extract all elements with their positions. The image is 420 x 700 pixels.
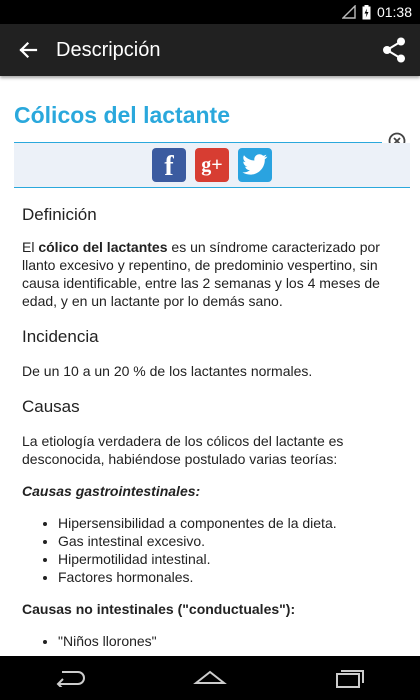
nav-recents-icon xyxy=(334,667,366,689)
section-heading-incidencia: Incidencia xyxy=(22,327,99,346)
list-item: • Hipermotilidad intestinal. xyxy=(58,550,398,568)
google-plus-share-button[interactable] xyxy=(195,148,229,182)
article-body xyxy=(22,204,398,650)
google-plus-icon: g+ xyxy=(201,153,223,176)
back-button[interactable] xyxy=(0,24,56,76)
definicion-paragraph xyxy=(22,238,398,310)
definicion-prefix: El xyxy=(22,239,39,255)
list-item: • "Niños llorones" xyxy=(58,632,398,650)
section-heading-definicion: Definición xyxy=(22,205,97,224)
definicion-text: es un síndrome caracterizado por llanto excesivo y repentino, de predominio vespertino, sin causa identificable, entre las 2 semanas y los 4 meses de edad, y en un lactante por lo demás sano. xyxy=(22,239,380,309)
causas-paragraph: La etiología verdadera de los cólicos del lactante es desconocida, habiéndose postulado varias teorías: xyxy=(22,433,344,467)
status-icons xyxy=(342,4,412,20)
list-item: • Gas intestinal excesivo. xyxy=(58,532,398,550)
list-item: • Factores hormonales. xyxy=(58,568,398,586)
share-icon xyxy=(382,37,406,63)
battery-charging-icon xyxy=(362,5,371,20)
facebook-icon: f xyxy=(164,151,174,182)
twitter-bird-icon xyxy=(242,154,268,176)
no-intestinal-list xyxy=(22,632,398,650)
page-title: Cólicos del lactante xyxy=(14,102,231,128)
content-area[interactable] xyxy=(0,76,420,656)
share-button[interactable] xyxy=(368,24,420,76)
list-item: • Hipersensibilidad a componentes de la dieta. xyxy=(58,514,398,532)
no-intestinal-subheading: Causas no intestinales ("conductuales"): xyxy=(22,601,296,617)
signal-icon xyxy=(342,5,356,19)
section-heading-causas: Causas xyxy=(22,397,80,416)
social-share-bar xyxy=(14,143,410,188)
incidencia-paragraph: De un 10 a un 20 % de los lactantes normales. xyxy=(22,363,313,379)
navigation-bar xyxy=(0,656,420,700)
nav-back-icon xyxy=(54,669,86,687)
nav-back-button[interactable] xyxy=(40,656,100,700)
status-bar xyxy=(0,0,420,24)
nav-recents-button[interactable] xyxy=(320,656,380,700)
app-bar xyxy=(0,24,420,76)
nav-home-button[interactable] xyxy=(180,656,240,700)
definicion-term: cólico del lactantes xyxy=(38,239,168,255)
nav-home-icon xyxy=(193,669,227,687)
gastro-list xyxy=(22,514,398,586)
arrow-back-icon xyxy=(18,40,38,60)
status-time: 01:38 xyxy=(376,4,412,20)
twitter-share-button[interactable] xyxy=(238,148,272,182)
app-bar-title: Descripción xyxy=(56,38,161,61)
facebook-share-button[interactable] xyxy=(152,148,186,182)
gastro-subheading: Causas gastrointestinales: xyxy=(22,483,201,499)
